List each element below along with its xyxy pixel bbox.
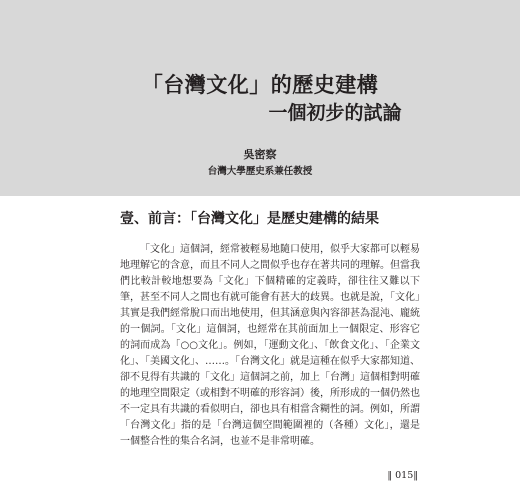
body-paragraph: 「文化」這個詞，經常被輕易地隨口使用，似乎大家都可以輕易地理解它的含意，而且不同人之間似乎也存在著共同的理解。但當我們比較計較地想要為「文化」下個精確的定義時，卻往往又難以下筆，甚至不同人之間也有就可能會有甚大的歧異。也就是說，「文化」其實是我們經常脫口而出地使用，但其涵意與內容卻甚為混沌、龐統的一個詞。「文化」這個詞，也經常在其前面加上一個限定、形容它的詞而成為「○○文化」。例如，「運動文化」、「飲食文化」、「企業文化」、「美國文化」、……。「台灣文化」就是這種在似乎大家都知道、卻不見得有共識的「文化」這個詞之前，加上「台灣」這個相對明確的地理空間限定（或相對不明確的形容詞）後，所形成的一個仍然也不一定具有共識的看似明白，卻也具有相當含糊性的詞。例如，所謂「台灣文化」指的是「台灣這個空間範圍裡的（各種）文化」，還是一個整合性的集合名詞，也並不是非常明確。 (120, 244, 420, 447)
section-heading: 壹、前言：「台灣文化」是歷史建構的結果 (120, 211, 379, 227)
article-subtitle: 一個初步的試論 (268, 102, 402, 124)
page-number: ‖ 015‖ (387, 470, 418, 481)
author-name: 吳密察 (243, 148, 277, 161)
article-title: 「台灣文化」的歷史建構 (141, 72, 379, 97)
author-affiliation: 台灣大學歷史系兼任教授 (207, 166, 313, 177)
